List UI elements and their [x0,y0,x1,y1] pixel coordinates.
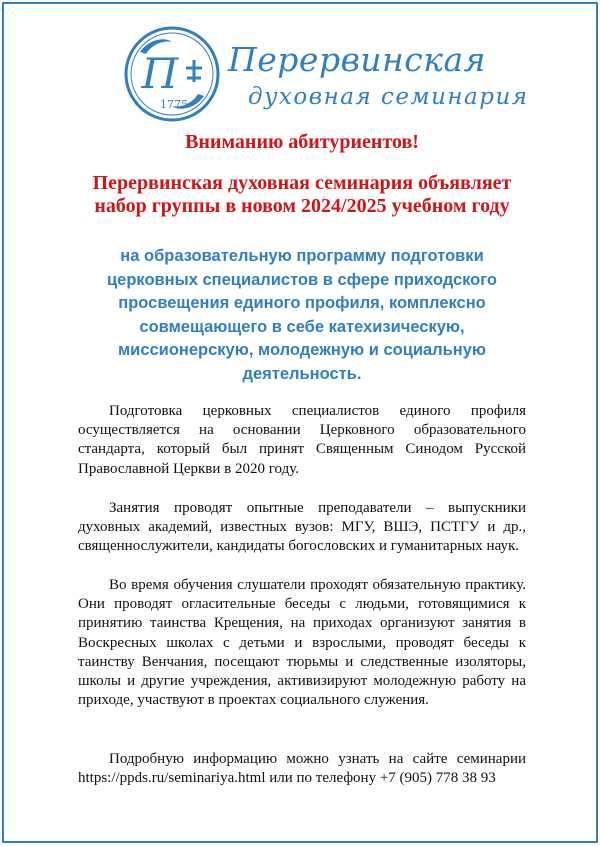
logo-subtitle: духовная семинария [248,84,529,110]
program-line: церковных специалистов в сфере приходского [107,270,497,289]
program-line: просвещения единого профиля, комплексно [118,294,486,312]
program-line: на образовательную программу подготовки [120,247,484,265]
attention-heading: Вниманию абитуриентов! [185,131,419,153]
emblem-letter: П [141,49,179,98]
flyer-page [2,2,598,843]
seminary-logo [4,18,600,118]
paragraph-standard: Подготовка церковных специалистов единого профиля осуществляется на основании Церковного образовательного стандарта, который был принят Священным Синодом Русской Православной Церкви в 2020 году. [78,403,526,477]
announcement-heading [4,172,600,218]
logo-title: Перервинская [228,40,486,79]
program-description [74,245,530,386]
seminary-emblem-icon [120,22,224,126]
program-line: миссионерскую, молодежную и социальную [117,341,487,359]
program-line: деятельность. [242,364,362,383]
paragraph-practice: Во время обучения слушатели проходят обязательную практику. Они проводят огласительные беседы с людьми, готовящимися к принятию таинства Крещения, на приходах организуют занятия в Воскресных школах с детьми и взрослыми, проводят беседы к таинству Венчания, посещают тюрьмы и следственные изоляторы, школы и другие учреждения, активизируют молодежную работу на приходе, участвуют в проектах социального служения. [78,577,526,709]
paragraph-teachers: Занятия проводят опытные преподаватели – выпускники духовных академий, известных вузов: МГУ, ВШЭ, ПСТГУ и др., священнослужители, кандидаты богословских и гуманитарных наук. [78,500,526,555]
emblem-year: 1775 [160,98,188,111]
program-line: совмещающего в себе катехизическую, [139,317,465,336]
paragraph-contacts: Подробную информацию можно узнать на сайте семинарии https://ppds.ru/seminariya.html или по телефону +7 (905) 778 38 93 [78,751,526,787]
announcement-line-1: Перервинская духовная семинария объявляет [92,172,512,194]
announcement-line-2: набор группы в новом 2024/2025 учебном году [94,195,510,217]
